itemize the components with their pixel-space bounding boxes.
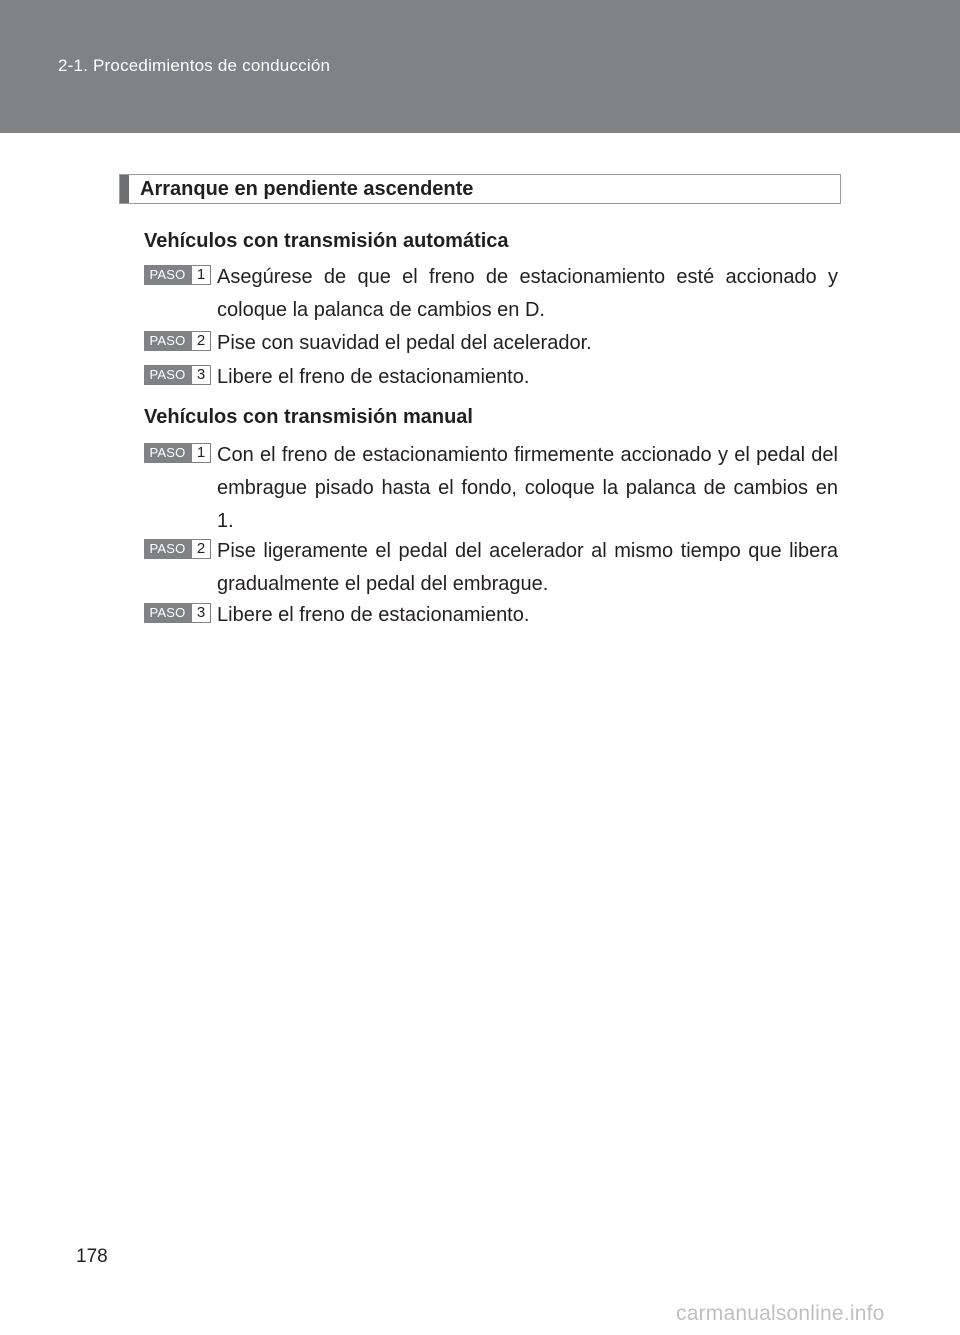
step-text: Asegúrese de que el freno de estacionamiento esté accionado y coloque la palanca de cambios en D. (217, 266, 838, 321)
step-badge-label: PASO (144, 265, 191, 285)
step-text: Libere el freno de estacionamiento. (217, 604, 530, 626)
step-badge (144, 265, 213, 285)
chapter-title: 2-1. Procedimientos de conducción (58, 56, 331, 75)
step-badge (144, 539, 213, 559)
step-badge (144, 443, 213, 463)
step-badge-label: PASO (144, 443, 191, 463)
section-title: Arranque en pendiente ascendente (140, 178, 474, 200)
manual-heading: Vehículos con transmisión manual (144, 406, 473, 428)
page-header (0, 0, 960, 133)
section-title-bar (120, 175, 129, 203)
step-badge-number: 3 (191, 365, 211, 385)
step-badge (144, 603, 213, 623)
watermark: carmanualsonline.info (676, 1302, 885, 1325)
step-badge-number: 3 (191, 603, 211, 623)
step-badge-label: PASO (144, 331, 191, 351)
step-badge-number: 2 (191, 539, 211, 559)
step-badge (144, 365, 213, 385)
page-number: 178 (76, 1246, 108, 1267)
step-badge-number: 2 (191, 331, 211, 351)
step-text: Libere el freno de estacionamiento. (217, 366, 530, 388)
step-badge-number: 1 (191, 443, 211, 463)
step-text: Pise ligeramente el pedal del acelerador al mismo tiempo que libera gradualmente el pedal del embrague. (217, 540, 838, 595)
section-title-box (119, 174, 841, 204)
step-badge-label: PASO (144, 539, 191, 559)
step-badge (144, 331, 213, 351)
step-badge-number: 1 (191, 265, 211, 285)
step-badge-label: PASO (144, 365, 191, 385)
step-badge-label: PASO (144, 603, 191, 623)
automatic-heading: Vehículos con transmisión automática (144, 230, 509, 252)
step-text: Pise con suavidad el pedal del acelerador. (217, 332, 592, 354)
step-text: Con el freno de estacionamiento firmemente accionado y el pedal del embrague pisado hasta el fondo, coloque la palanca de cambios en 1. (217, 444, 838, 532)
